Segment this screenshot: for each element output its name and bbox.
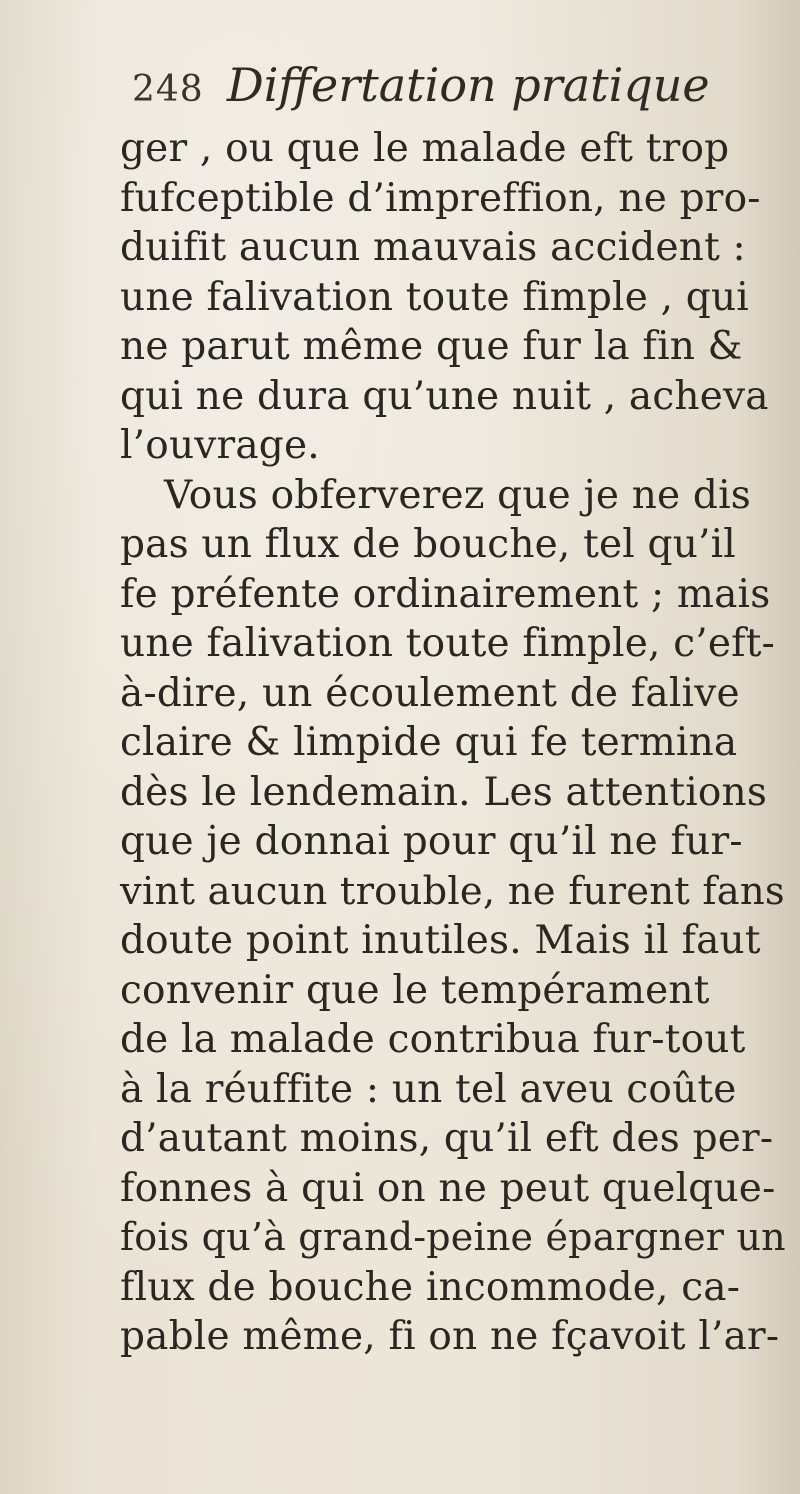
- text-line: flux de bouche incommode, ca-: [120, 1264, 741, 1310]
- running-title: Differtation pratique: [226, 58, 710, 112]
- text-line: fois qu’à grand-peine épargner un: [120, 1215, 786, 1259]
- text-line: d’autant moins, qu’il eft des per-: [120, 1116, 774, 1161]
- text-line: vint aucun trouble, ne furent fans: [120, 868, 785, 914]
- text-line: une falivation toute fimple, c’eft-: [120, 621, 775, 666]
- body-text: [120, 124, 792, 1362]
- page-number: 248: [132, 69, 204, 110]
- text-line: fonnes à qui on ne peut quelque-: [120, 1165, 776, 1211]
- text-line: que je donnai pour qu’il ne fur-: [120, 819, 743, 864]
- text-line: claire & limpide qui fe termina: [120, 720, 738, 765]
- text-line: qui ne dura qu’une nuit , acheva: [120, 373, 769, 419]
- text-line: fe préfente ordinairement ; mais: [120, 571, 771, 617]
- text-line: ger , ou que le malade eft trop: [120, 126, 730, 171]
- text-line: une falivation toute fimple , qui: [120, 274, 749, 320]
- text-line: convenir que le tempérament: [120, 967, 710, 1013]
- text-line: dès le lendemain. Les attentions: [120, 769, 768, 815]
- page-header: [132, 58, 732, 124]
- text-line: à-dire, un écoulement de falive: [120, 670, 740, 716]
- text-line: duifit aucun mauvais accident :: [120, 225, 746, 270]
- text-line: l’ouvrage.: [120, 423, 320, 468]
- text-line: pable même, fi on ne fçavoit l’ar-: [120, 1314, 780, 1359]
- text-line: doute point inutiles. Mais il faut: [120, 918, 761, 963]
- text-line: à la réuffite : un tel aveu coûte: [120, 1066, 737, 1112]
- text-line: fufceptible d’impreffion, ne pro-: [120, 175, 761, 221]
- text-line: pas un flux de bouche, tel qu’il: [120, 522, 736, 567]
- text-line: de la malade contribua fur-tout: [120, 1017, 746, 1062]
- text-line: ne parut même que fur la fin &: [120, 324, 743, 369]
- paragraph-start-line: Vous obferverez que je ne dis: [164, 472, 751, 518]
